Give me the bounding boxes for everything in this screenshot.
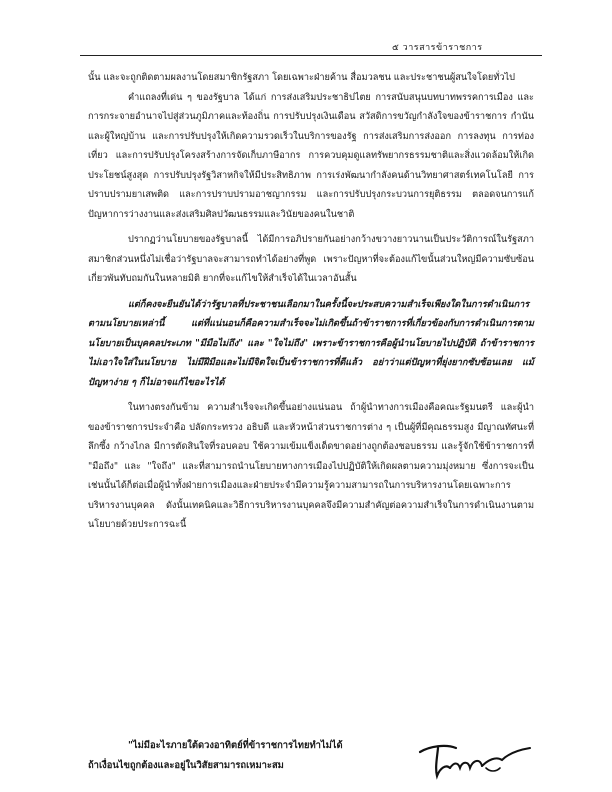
- paragraph-emphasis: แต่ก็คงจะยืนยันได้ว่ารัฐบาลที่ประชาชนเลือกมาในครั้งนี้จะประสบความสำเร็จเพียงใดในการดำเนินการตามนโยบายเหล่านี้ แต่ที่แน่นอนก็คือความสำเร็จจะไม่เกิดขึ้นถ้าข้าราชการที่เกี่ยวข้องกับการดำเนินการตามนโยบายเป็นบุคคลประเภท "มีมือไม่ถึง" และ "ใจไม่ถึง" เพราะข้าราชการคือผู้นำนโยบายไปปฏิบัติ ถ้าข้าราชการไม่เอาใจใส่ในนโยบาย ไม่มีฝีมือและไม่มีจิตใจเป็นข้าราชการที่ดีแล้ว อย่าว่าแต่ปัญหาที่ยุ่งยากซับซ้อนเลย แม้ปัญหาง่าย ๆ ก็ไม่อาจแก้ไขอะไรได้: [88, 298, 534, 388]
- paragraph-policy-statement: คำแถลงที่เด่น ๆ ของรัฐบาล ได้แก่ การส่งเสริมประชาธิปไตย การสนับสนุนบทบาทพรรคการเมือง และการกระจายอำนาจไปสู่ส่วนภูมิภาคและท้องถิ่น การปรับปรุงเงินเดือน สวัสดิการขวัญกำลังใจของข้าราชการ กำนัน และผู้ใหญ่บ้าน และการปรับปรุงให้เกิดความรวดเร็วในบริการของรัฐ การส่งเสริมการส่งออก การลงทุน การท่องเที่ยว และการปรับปรุงโครงสร้างการจัดเก็บภาษีอากร การควบคุมดูแลทรัพยากรธรรมชาติและสิ่งแวดล้อมให้เกิดประโยชน์สูงสุด การปรับปรุงรัฐวิสาหกิจให้มีประสิทธิภาพ การเร่งพัฒนากำลังคนด้านวิทยาศาสตร์เทคโนโลยี การปราบปรามยาเสพติด และการปราบปรามอาชญากรรม และการปรับปรุงกระบวนการยุติธรรม ตลอดจนการแก้ปัญหาการว่างงานและส่งเสริมศิลปวัฒนธรรมและวินัยของคนในชาติ: [88, 91, 534, 220]
- running-header: [392, 40, 542, 54]
- paragraph-parliament-debate: ปรากฏว่านโยบายของรัฐบาลนี้ ได้มีการอภิปรายกันอย่างกว้างขวางยาวนานเป็นประวัติการณ์ในรัฐสภา สมาชิกส่วนหนึ่งไม่เชื่อว่ารัฐบาลจะสามารถทำได้อย่างที่พูด เพราะปัญหาที่จะต้องแก้ไขนั้นส่วนใหญ่มีความซับซ้อนเกี่ยวพันทับถมกันในหลายมิติ ยากที่จะแก้ไขให้สำเร็จได้ในเวลาอันสั้น: [88, 234, 534, 284]
- quote-line-2: ถ้าเงื่อนไขถูกต้องและอยู่ในวิสัยสามารถเหมาะสม: [88, 760, 284, 771]
- handwritten-signature: [416, 738, 536, 786]
- paragraph-continued: นั้น และจะถูกติดตามผลงานโดยสมาชิกรัฐสภา โดยเฉพาะฝ่ายค้าน สื่อมวลชน และประชาชนผู้สนใจโดยทั่วไป: [88, 72, 515, 83]
- header-rule: [80, 55, 542, 56]
- closing-quote: [88, 736, 388, 776]
- quote-line-1: "ไม่มีอะไรภายใต้ดวงอาทิตย์ที่ข้าราชการไทยทำไม่ได้: [128, 740, 343, 751]
- running-title: ๕ วารสารข้าราชการ: [392, 43, 483, 53]
- paragraph-leadership: ในทางตรงกันข้าม ความสำเร็จจะเกิดขึ้นอย่างแน่นอน ถ้าผู้นำทางการเมืองคือคณะรัฐมนตรี และผู้นำของข้าราชการประจำคือ ปลัดกระทรวง อธิบดี และหัวหน้าส่วนราชการต่าง ๆ เป็นผู้ที่มีคุณธรรมสูง มีญาณทัศนะที่ลึกซึ้ง กว้างไกล มีการตัดสินใจที่รอบคอบ ใช้ความเข้มแข็งเด็ดขาดอย่างถูกต้องชอบธรรม และรู้จักใช้ข้าราชการที่ "มือถึง" และ "ใจถึง" และที่สามารถนำนโยบายทางการเมืองไปปฏิบัติให้เกิดผลตามความมุ่งหมาย ซึ่งการจะเป็นเช่นนั้นได้ก็ต่อเมื่อผู้นำทั้งฝ่ายการเมืองและฝ่ายประจำมีความรู้ความสามารถในการบริหารงานโดยเฉพาะการบริหารงานบุคคล ดังนั้นเทคนิคและวิธีการบริหารงานบุคคลจึงมีความสำคัญต่อความสำเร็จในการดำเนินงานตามนโยบายด้วยประการฉะนี้: [88, 402, 534, 530]
- signature-graphic: [416, 738, 536, 782]
- body-text: [88, 68, 534, 535]
